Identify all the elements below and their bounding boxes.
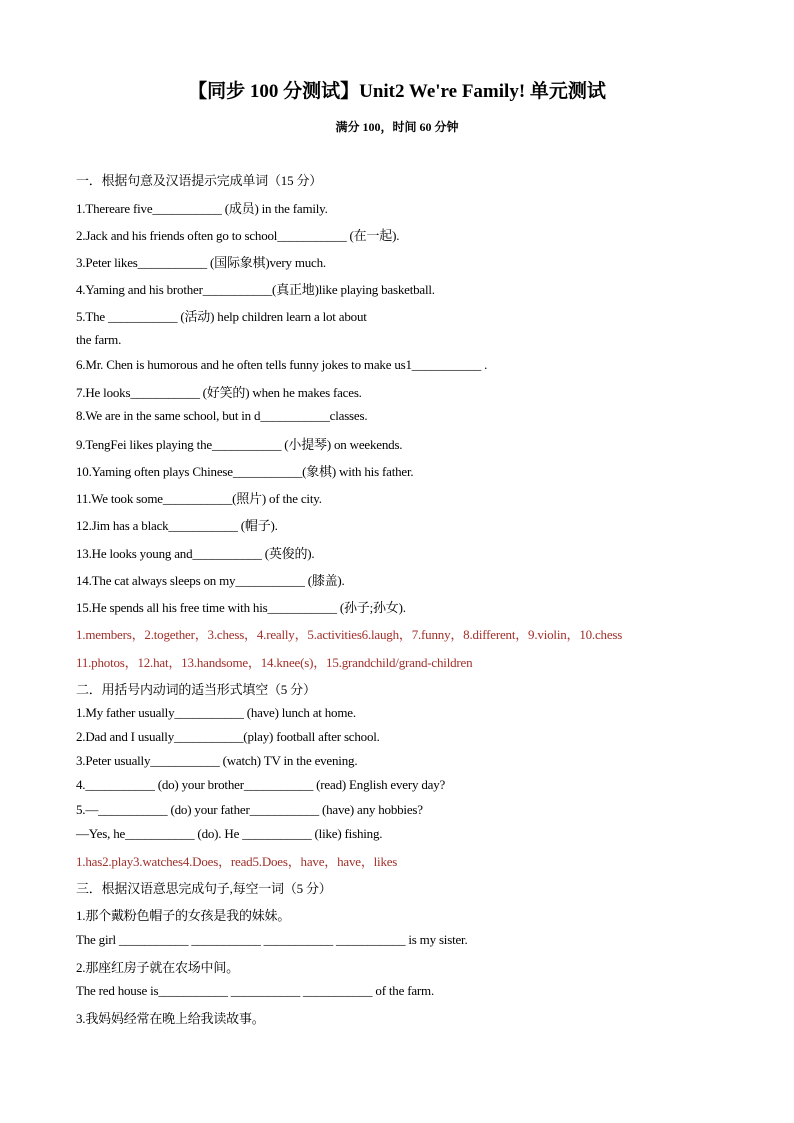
question-line: 10.Yaming often plays Chinese___________(象棋) with his father. [76, 464, 414, 479]
question-line: 3.Peter likes___________ (国际象棋)very much. [76, 255, 326, 270]
question-line: the farm. [76, 332, 122, 347]
question-line: 2.Jack and his friends often go to school___________ (在一起). [76, 228, 400, 243]
question-line: 2.Dad and I usually___________(play) football after school. [76, 729, 380, 744]
question-line: —Yes, he___________ (do). He ___________ (like) fishing. [76, 826, 383, 841]
question-line: 11.We took some___________(照片) of the city. [76, 491, 322, 506]
question-line: 9.TengFei likes playing the___________ (小提琴) on weekends. [76, 437, 403, 452]
section1-heading: 一．根据句意及汉语提示完成单词（15 分） [76, 173, 323, 188]
question-line: 3.Peter usually___________ (watch) TV in the evening. [76, 753, 358, 768]
question-line: 15.He spends all his free time with his___________ (孙子;孙女). [76, 600, 406, 615]
question-line: 1.Thereare five___________ (成员) in the family. [76, 201, 328, 216]
question-line: 12.Jim has a black___________ (帽子). [76, 518, 278, 533]
question-line: The girl ___________ ___________ ___________ ___________ is my sister. [76, 932, 468, 947]
question-line: 5.—___________ (do) your father___________ (have) any hobbies? [76, 802, 423, 817]
question-line: The red house is___________ ___________ ___________ of the farm. [76, 983, 435, 998]
question-line: 2.那座红房子就在农场中间。 [76, 960, 239, 975]
question-line: 7.He looks___________ (好笑的) when he makes faces. [76, 385, 362, 400]
question-line: 4.___________ (do) your brother___________ (read) English every day? [76, 777, 446, 792]
section2-heading: 二．用括号内动词的适当形式填空（5 分） [76, 682, 316, 697]
question-line: 13.He looks young and___________ (英俊的). [76, 546, 315, 561]
question-line: 5.The ___________ (活动) help children learn a lot about [76, 309, 367, 324]
answer-key-line: 1.members，2.together，3.chess，4.really，5.activities6.laugh，7.funny，8.different，9.violin，10.chess [76, 627, 623, 642]
question-line: 1.My father usually___________ (have) lunch at home. [76, 705, 356, 720]
question-line: 14.The cat always sleeps on my___________ (膝盖). [76, 573, 345, 588]
question-line: 4.Yaming and his brother___________(真正地)like playing basketball. [76, 282, 435, 297]
document-subtitle: 满分 100，时间 60 分钟 [335, 120, 459, 134]
question-line: 8.We are in the same school, but in d___________classes. [76, 408, 368, 423]
question-line: 6.Mr. Chen is humorous and he often tells funny jokes to make us1___________ . [76, 357, 488, 372]
question-line: 3.我妈妈经常在晚上给我读故事。 [76, 1011, 265, 1026]
section3-heading: 三．根据汉语意思完成句子,每空一词（5 分） [76, 881, 332, 896]
answer-key-line: 1.has2.play3.watches4.Does，read5.Does，have，have，likes [76, 854, 398, 869]
question-line: 1.那个戴粉色帽子的女孩是我的妹妹。 [76, 908, 291, 923]
document-title: 【同步 100 分测试】Unit2 We're Family! 单元测试 [188, 81, 606, 102]
answer-key-line: 11.photos，12.hat，13.handsome，14.knee(s)，15.grandchild/grand-children [76, 655, 473, 670]
